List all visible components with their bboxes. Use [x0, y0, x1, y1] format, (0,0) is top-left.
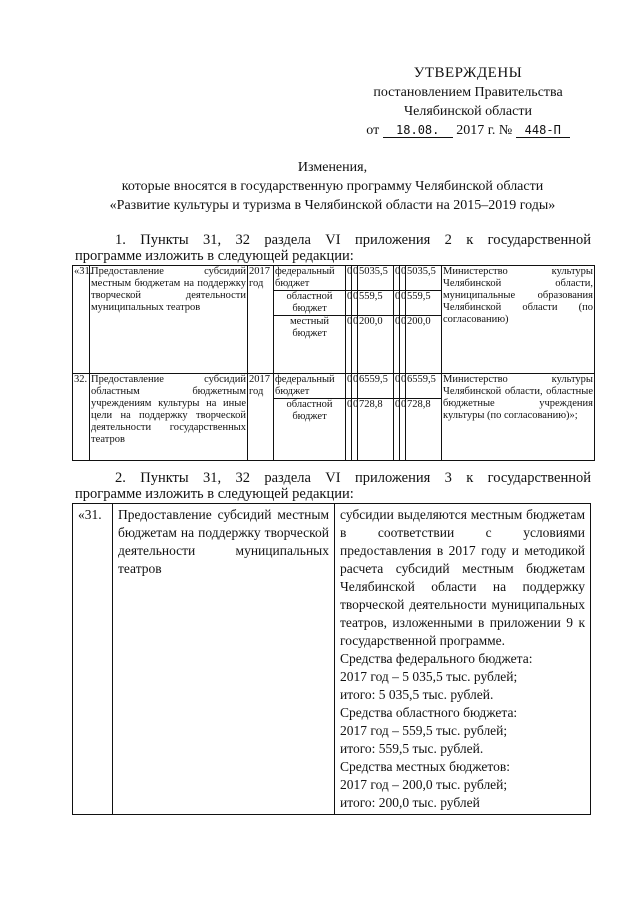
value-cell: 200,0 [406, 316, 442, 374]
regional-title: Средства областного бюджета: [340, 705, 518, 720]
value-cell: 5035,5 [406, 266, 442, 291]
measure-name: Предоставление субсидий областным бюджетным учреждениям культуры на иные цели на поддержку творческой деятельности государственных театров [90, 374, 248, 461]
value-cell: 0 [394, 399, 400, 461]
approval-date-line [348, 121, 588, 140]
document-heading [70, 158, 595, 215]
executor-cell: Министерство культуры Челябинской области, областные бюджетные учреждения культуры (по согласованию)»; [442, 374, 595, 461]
approval-line-1: постановлением Правительства [373, 85, 563, 100]
value-cell: 0 [400, 316, 406, 374]
value-cell: 0 [346, 291, 352, 316]
table-appendix-2 [72, 265, 595, 461]
year-cell: 2017 год [248, 374, 274, 461]
paragraph-1-cont [75, 248, 591, 264]
approval-line-2: Челябинской области [404, 104, 532, 119]
paragraph-2 [75, 470, 591, 486]
row-number: «31. [73, 266, 90, 374]
value-cell: 0 [394, 266, 400, 291]
regional-total: итого: 559,5 тыс. рублей. [340, 741, 484, 756]
approval-year: 2017 г. № [456, 123, 513, 138]
row-number: «31. [73, 504, 113, 815]
value-cell: 728,8 [358, 399, 394, 461]
value-cell: 559,5 [358, 291, 394, 316]
federal-year: 2017 год – 5 035,5 тыс. рублей; [340, 669, 518, 684]
value-cell: 0 [400, 374, 406, 399]
value-cell: 200,0 [358, 316, 394, 374]
paragraph-1-line-1: 1. Пункты 31, 32 раздела VI приложения 2 к государственной [115, 232, 591, 248]
value-cell: 0 [346, 399, 352, 461]
value-cell: 0 [394, 374, 400, 399]
heading-line-2: которые вносятся в государственную программу Челябинской области [121, 179, 544, 194]
measure-name: Предоставление субсидий местным бюджетам на поддержку творческой деятельности муниципальных театров [113, 504, 335, 815]
heading-line-1: Изменения, [297, 160, 368, 175]
local-title: Средства местных бюджетов: [340, 759, 510, 774]
table-appendix-3 [72, 503, 591, 815]
value-cell: 0 [352, 399, 358, 461]
approval-date: 18.08. [383, 123, 453, 138]
paragraph-2-line-1: 2. Пункты 31, 32 раздела VI приложения 3 к государственной [115, 470, 591, 486]
executor-cell: Министерство культуры Челябинской области, муниципальные образования Челябинской области (по согласованию) [442, 266, 595, 374]
table-row [73, 374, 595, 399]
value-cell: 5035,5 [358, 266, 394, 291]
value-cell: 0 [394, 316, 400, 374]
approval-block [348, 64, 588, 140]
value-cell: 0 [346, 374, 352, 399]
description-cell [335, 504, 591, 815]
value-cell: 0 [400, 291, 406, 316]
value-cell: 0 [394, 291, 400, 316]
budget-label: федеральный бюджет [274, 374, 346, 399]
budget-label: областной бюджет [274, 291, 346, 316]
row-number: 32. [73, 374, 90, 461]
federal-title: Средства федерального бюджета: [340, 651, 533, 666]
measure-name: Предоставление субсидий местным бюджетам на поддержку творческой деятельности муниципальных театров [90, 266, 248, 374]
paragraph-2-cont [75, 486, 591, 502]
value-cell: 0 [352, 291, 358, 316]
budget-label: областной бюджет [274, 399, 346, 461]
paragraph-1 [75, 232, 591, 248]
value-cell: 559,5 [406, 291, 442, 316]
value-cell: 0 [352, 374, 358, 399]
paragraph-1-line-2: программе изложить в следующей редакции: [75, 248, 354, 264]
year-cell: 2017 год [248, 266, 274, 374]
value-cell: 0 [352, 266, 358, 291]
federal-total: итого: 5 035,5 тыс. рублей. [340, 687, 494, 702]
budget-label: федеральный бюджет [274, 266, 346, 291]
value-cell: 0 [352, 316, 358, 374]
paragraph-2-line-2: программе изложить в следующей редакции: [75, 486, 354, 502]
value-cell: 0 [400, 399, 406, 461]
regional-year: 2017 год – 559,5 тыс. рублей; [340, 723, 508, 738]
table-row [73, 266, 595, 291]
value-cell: 6559,5 [358, 374, 394, 399]
value-cell: 0 [346, 316, 352, 374]
table-row [73, 504, 591, 815]
value-cell: 0 [346, 266, 352, 291]
value-cell: 6559,5 [406, 374, 442, 399]
approval-title: УТВЕРЖДЕНЫ [413, 65, 523, 81]
local-year: 2017 год – 200,0 тыс. рублей; [340, 777, 508, 792]
description-text: субсидии выделяются местным бюджетам в соответствии с условиями предоставления в 2017 году и методикой расчета субсидий местным бюджетам Челябинской области на поддержку творческой деятельности муниципальных театров, изложенными в приложении 9 к государственной программе. [340, 507, 585, 648]
local-total: итого: 200,0 тыс. рублей [340, 795, 480, 810]
heading-line-3: «Развитие культуры и туризма в Челябинской области на 2015–2019 годы» [109, 198, 556, 213]
approval-number: 448-П [516, 123, 570, 138]
budget-label: местный бюджет [274, 316, 346, 374]
value-cell: 0 [400, 266, 406, 291]
date-prefix: от [366, 123, 380, 138]
value-cell: 728,8 [406, 399, 442, 461]
